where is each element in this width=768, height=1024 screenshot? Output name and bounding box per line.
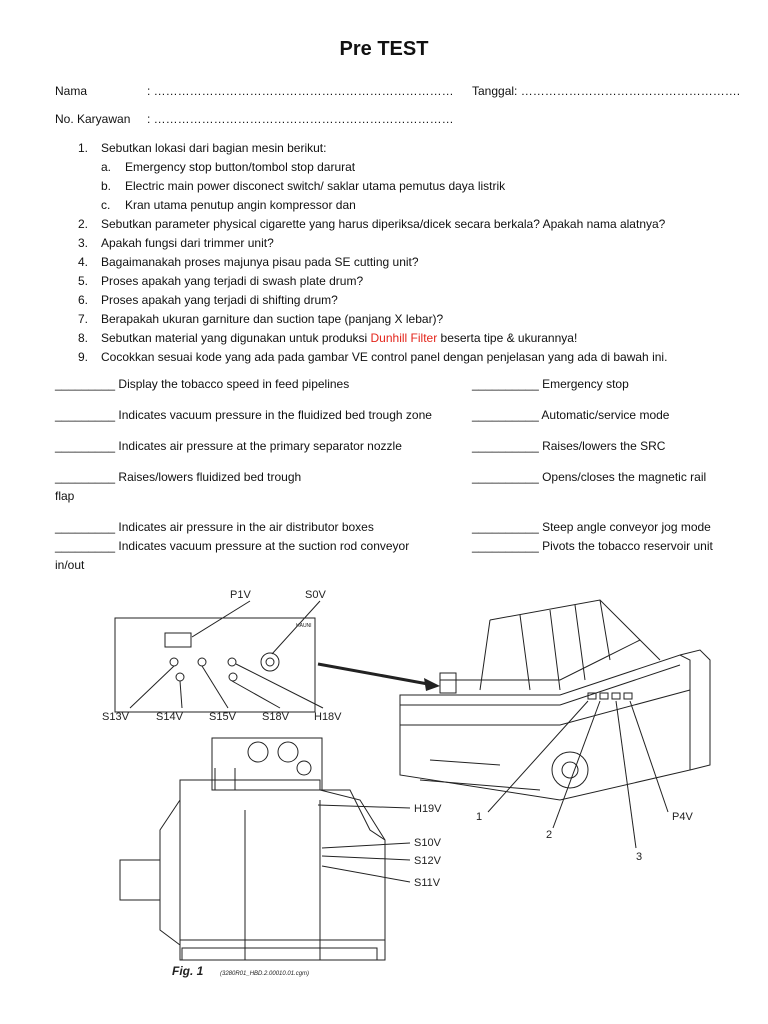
label-s12v: S12V <box>414 855 441 867</box>
control-panel <box>115 601 323 712</box>
label-p4v: P4V <box>672 811 693 823</box>
figure-caption: Fig. 1 <box>172 964 204 978</box>
question-list <box>78 139 667 367</box>
isometric-machine <box>400 600 710 848</box>
label-h18v: H18V <box>314 711 342 723</box>
label-2: 2 <box>546 829 553 841</box>
side-view-machine <box>120 738 410 960</box>
question-1b: b. Electric main power disconect switch/ saklar utama pemutus daya listrik <box>101 179 506 193</box>
match-right-4: __________ Opens/closes the magnetic rail <box>472 470 707 484</box>
tanggal-field: Tanggal: ………………………………………………. <box>472 84 741 98</box>
question-1a: a. Emergency stop button/tombol stop darurat <box>101 160 356 174</box>
label-s14v: S14V <box>156 711 183 723</box>
match-left-5: _________ Indicates air pressure in the air distributor boxes <box>55 520 374 534</box>
label-s11v: S11V <box>414 877 441 889</box>
label-3: 3 <box>636 851 643 863</box>
dunhill-filter-highlight: Dunhill Filter <box>370 331 438 345</box>
question-4: 4. Bagaimanakah proses majunya pisau pada SE cutting unit? <box>78 255 419 269</box>
figure-caption-sub: (3280R01_HBD.2.00010.01.cgm) <box>220 971 310 977</box>
nama-label: Nama <box>55 84 88 98</box>
match-left-3: _________ Indicates air pressure at the primary separator nozzle <box>55 439 402 453</box>
label-s0v: S0V <box>305 589 326 601</box>
label-s15v: S15V <box>209 711 236 723</box>
karyawan-field <box>55 112 454 126</box>
match-left-4-wrap: flap <box>55 489 75 503</box>
nama-blank: : ………………………………………………………………… <box>147 84 454 98</box>
question-5: 5. Proses apakah yang terjadi di swash plate drum? <box>78 274 364 288</box>
match-right-3: __________ Raises/lowers the SRC <box>472 439 666 453</box>
label-s18v: S18V <box>262 711 289 723</box>
match-left-6: _________ Indicates vacuum pressure at the suction rod conveyor <box>55 539 410 553</box>
karyawan-blank: : ………………………………………………………………… <box>147 112 454 126</box>
question-7: 7. Berapakah ukuran garniture dan suction tape (panjang X lebar)? <box>78 312 444 326</box>
match-right-2: __________ Automatic/service mode <box>472 408 670 422</box>
label-p1v: P1V <box>230 589 251 601</box>
match-left-6-wrap: in/out <box>55 558 85 572</box>
machine-diagram <box>0 580 768 990</box>
question-3: 3. Apakah fungsi dari trimmer unit? <box>78 236 274 250</box>
match-right-6: __________ Pivots the tobacco reservoir unit <box>472 539 713 553</box>
nama-field <box>55 84 454 98</box>
label-s10v: S10V <box>414 837 441 849</box>
question-1c: c. Kran utama penutup angin kompressor dan <box>101 198 356 212</box>
page-title: Pre TEST <box>339 38 429 60</box>
question-9: 9. Cocokkan sesuai kode yang ada pada gambar VE control panel dengan penjelasan yang ada di bawah ini. <box>78 350 668 364</box>
panel-arrow <box>318 664 428 684</box>
label-1: 1 <box>476 811 483 823</box>
match-left-1: _________ Display the tobacco speed in feed pipelines <box>55 377 350 391</box>
match-left-2: _________ Indicates vacuum pressure in the fluidized bed trough zone <box>55 408 432 422</box>
match-right-1: __________ Emergency stop <box>472 377 629 391</box>
label-h19v: H19V <box>414 803 442 815</box>
question-6: 6. Proses apakah yang terjadi di shifting drum? <box>78 293 338 307</box>
question-2: 2. Sebutkan parameter physical cigarette yang harus diperiksa/dicek secara berkala? Apakah nama alatnya? <box>78 217 666 231</box>
panel-brand: HAUNI <box>296 623 312 629</box>
karyawan-label: No. Karyawan <box>55 112 131 126</box>
question-8: 8. Sebutkan material yang digunakan untuk produksi Dunhill Filter beserta tipe & ukurannya! <box>78 331 578 345</box>
match-right-5: __________ Steep angle conveyor jog mode <box>472 520 711 534</box>
match-left-4: _________ Raises/lowers fluidized bed trough <box>55 470 302 484</box>
question-1: 1. Sebutkan lokasi dari bagian mesin berikut: <box>78 141 327 155</box>
label-s13v: S13V <box>102 711 129 723</box>
